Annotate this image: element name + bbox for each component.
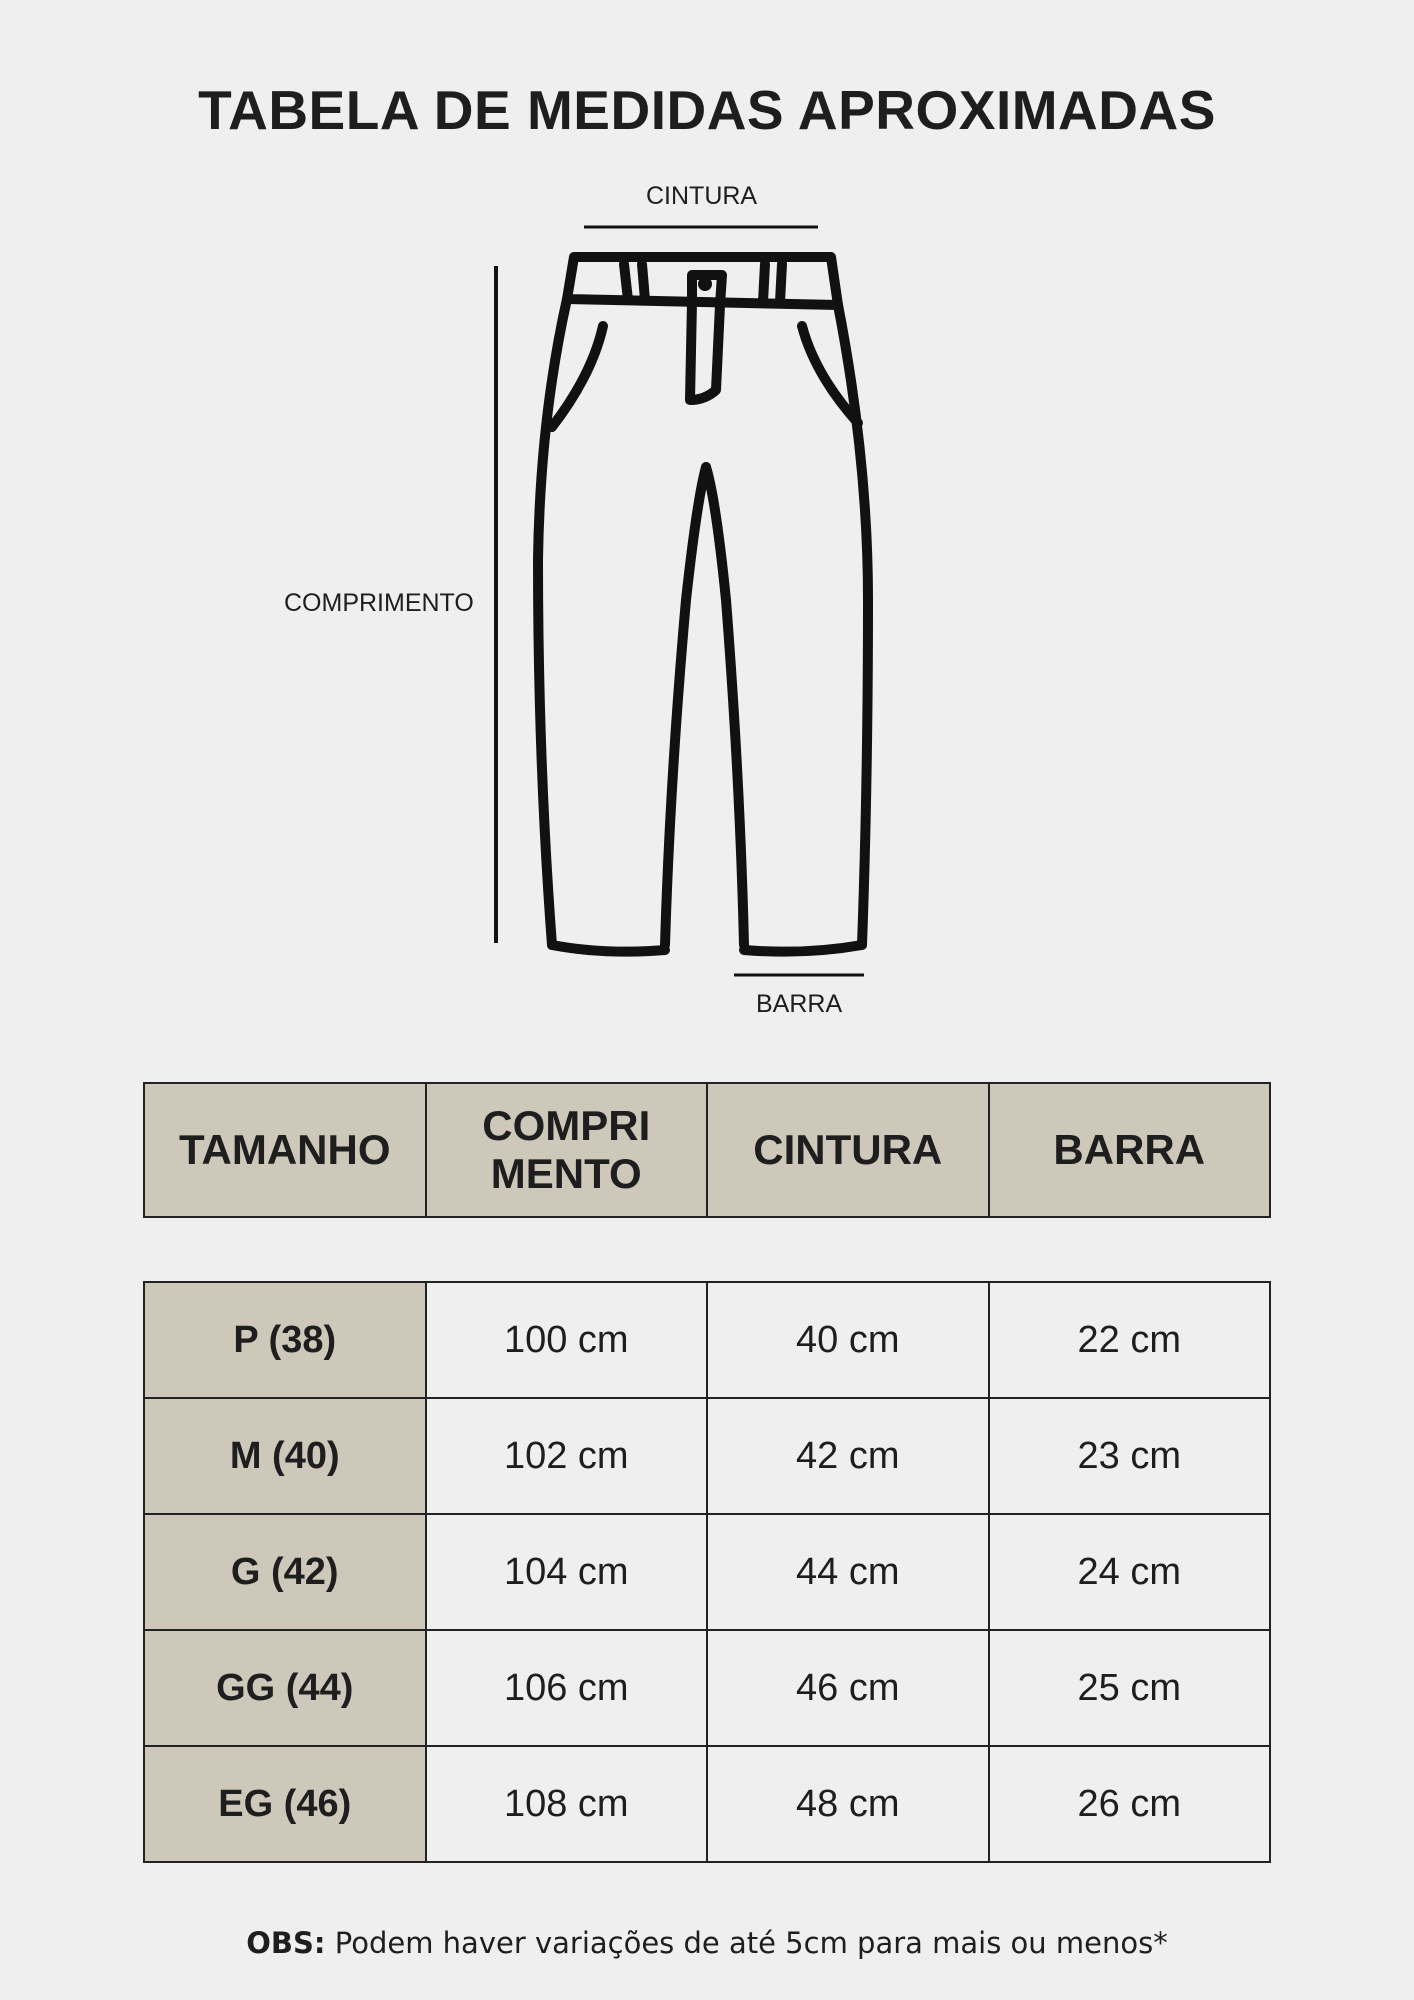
table-row [144,1630,1270,1746]
button-icon [698,277,712,291]
size-cell: EG (46) [144,1746,426,1862]
size-cell: M (40) [144,1398,426,1514]
note-text: Podem haver variações de até 5cm para mais ou menos* [325,1926,1168,1960]
disclaimer-note [0,1926,1414,1960]
length-cell: 102 cm [426,1398,708,1514]
header-comprimento: COMPRI MENTO [426,1083,708,1217]
size-cell: P (38) [144,1282,426,1398]
waist-label: CINTURA [646,182,758,210]
hem-cell: 25 cm [989,1630,1271,1746]
length-cell: 106 cm [426,1630,708,1746]
waist-cell: 44 cm [707,1514,989,1630]
size-table [143,1281,1271,1863]
waist-cell: 40 cm [707,1282,989,1398]
length-cell: 104 cm [426,1514,708,1630]
length-cell: 100 cm [426,1282,708,1398]
header-row [144,1083,1270,1217]
pants-icon [538,257,868,952]
waist-cell: 46 cm [707,1630,989,1746]
table-row [144,1746,1270,1862]
waist-cell: 48 cm [707,1746,989,1862]
waist-cell: 42 cm [707,1398,989,1514]
size-cell: GG (44) [144,1630,426,1746]
header-cintura: CINTURA [707,1083,989,1217]
length-cell: 108 cm [426,1746,708,1862]
table-row [144,1282,1270,1398]
header-barra: BARRA [989,1083,1271,1217]
table-row [144,1398,1270,1514]
hem-cell: 24 cm [989,1514,1271,1630]
header-tamanho: TAMANHO [144,1083,426,1217]
hem-cell: 23 cm [989,1398,1271,1514]
size-table-header [143,1082,1271,1218]
note-label: OBS: [246,1926,326,1960]
hem-cell: 22 cm [989,1282,1271,1398]
length-label: COMPRIMENTO [284,589,474,617]
hem-cell: 26 cm [989,1746,1271,1862]
hem-label: BARRA [756,990,843,1018]
table-row [144,1514,1270,1630]
page-title: TABELA DE MEDIDAS APROXIMADAS [198,79,1216,141]
size-cell: G (42) [144,1514,426,1630]
